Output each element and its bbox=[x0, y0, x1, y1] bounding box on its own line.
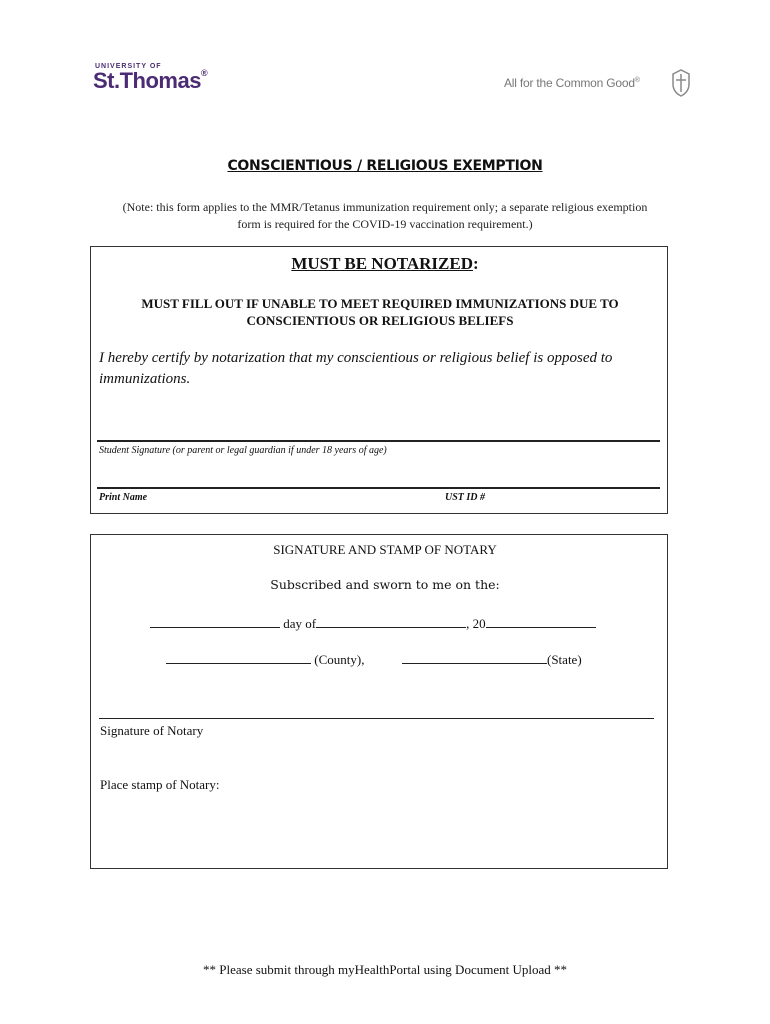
county-row bbox=[166, 651, 364, 668]
notary-stamp-label: Place stamp of Notary: bbox=[100, 777, 220, 792]
form-note: (Note: this form applies to the MMR/Tetanus immunization requirement only; a separate religious exemption form is required for the COVID-19 vaccination requirement.) bbox=[122, 200, 648, 231]
logo-text: St.Thomas bbox=[93, 68, 201, 93]
notary-title: SIGNATURE AND STAMP OF NOTARY bbox=[273, 542, 497, 557]
notarized-heading bbox=[0, 254, 770, 274]
state-row bbox=[402, 651, 582, 668]
notarized-heading-colon: : bbox=[473, 254, 479, 273]
notary-signature-label: Signature of Notary bbox=[100, 723, 204, 738]
tagline-text: All for the Common Good bbox=[504, 76, 635, 90]
ust-id-label: UST ID # bbox=[445, 492, 486, 503]
crest-icon bbox=[670, 68, 692, 98]
year-field[interactable] bbox=[486, 615, 596, 628]
logo-university-of: UNIVERSITY OF bbox=[95, 63, 162, 70]
year-prefix-label: , 20 bbox=[466, 616, 486, 631]
tagline-mark: ® bbox=[634, 77, 640, 84]
fill-out-instruction: MUST FILL OUT IF UNABLE TO MEET REQUIRED IMMUNIZATIONS DUE TO CONSCIENTIOUS OR RELIGIOUS BELIEFS bbox=[141, 296, 619, 328]
logo-mark: ® bbox=[200, 68, 208, 78]
county-field[interactable] bbox=[166, 651, 311, 664]
month-field[interactable] bbox=[316, 615, 466, 628]
form-title: CONSCIENTIOUS / RELIGIOUS EXEMPTION bbox=[227, 158, 543, 174]
day-of-label: day of bbox=[283, 616, 317, 631]
student-signature-label: Student Signature (or parent or legal guardian if under 18 years of age) bbox=[99, 445, 387, 456]
state-field[interactable] bbox=[402, 651, 547, 664]
day-field[interactable] bbox=[150, 615, 280, 628]
notarized-heading-text: MUST BE NOTARIZED bbox=[291, 254, 473, 273]
date-row bbox=[150, 615, 596, 632]
submit-instruction: ** Please submit through myHealthPortal using Document Upload ** bbox=[203, 962, 567, 977]
print-name-label: Print Name bbox=[99, 492, 148, 503]
print-name-line[interactable] bbox=[97, 487, 660, 489]
notary-signature-line[interactable] bbox=[99, 718, 654, 719]
state-label: (State) bbox=[547, 652, 582, 667]
student-signature-line[interactable] bbox=[97, 440, 660, 442]
logo-st-thomas bbox=[93, 68, 207, 94]
subscribed-text: Subscribed and sworn to me on the: bbox=[270, 577, 500, 592]
tagline bbox=[504, 76, 640, 90]
certification-statement: I hereby certify by notarization that my conscientious or religious belief is opposed to immunizations. bbox=[99, 350, 613, 387]
county-label: (County), bbox=[314, 652, 365, 667]
